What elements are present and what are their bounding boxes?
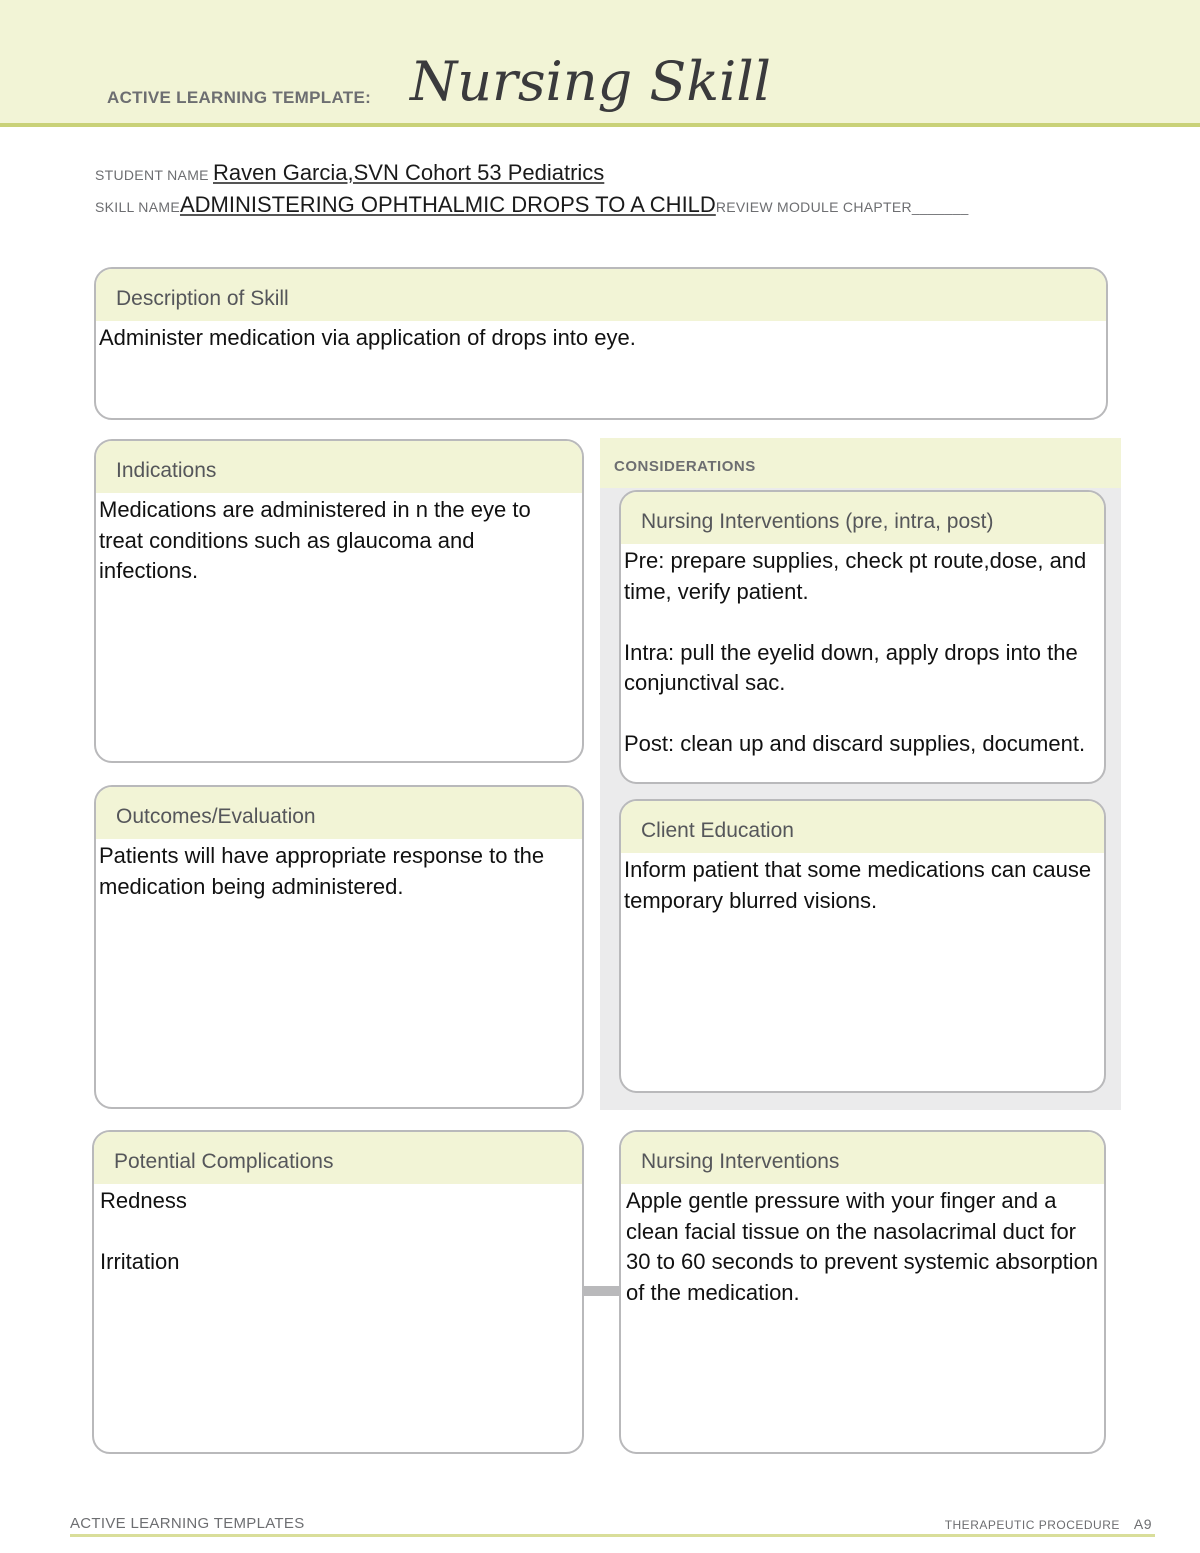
description-body: Administer medication via application of drops into eye.: [99, 325, 636, 350]
outcomes-body: Patients will have appropriate response to the medication being administered.: [99, 843, 545, 899]
potential-complications-box: [92, 1130, 584, 1454]
indications-box: [94, 439, 584, 763]
client-education-title: Client Education: [621, 801, 1104, 853]
outcomes-title: Outcomes/Evaluation: [96, 787, 582, 839]
indications-body: Medications are administered in n the eye to treat conditions such as glaucoma and infections.: [99, 497, 531, 583]
nursing-interventions-box: [619, 1130, 1106, 1454]
header-rule: [0, 123, 1200, 127]
skill-name-value: ADMINISTERING OPHTHALMIC DROPS TO A CHILD: [179, 192, 716, 217]
outcomes-box: [94, 785, 584, 1109]
footer-left-label: ACTIVE LEARNING TEMPLATES: [70, 1515, 305, 1532]
page-number: A9: [1133, 1516, 1152, 1532]
student-name-value: Raven Garcia,SVN Cohort 53 Pediatrics: [213, 160, 605, 185]
page-title: Nursing Skill: [410, 50, 771, 113]
indications-title: Indications: [96, 441, 582, 493]
nursing-interventions-body: Apple gentle pressure with your finger and a clean facial tissue on the nasolacrimal duct for 30 to 60 seconds to prevent systemic absorption of the medication.: [626, 1188, 1099, 1305]
nursing-interventions-ppp-box: [619, 490, 1106, 784]
template-label: ACTIVE LEARNING TEMPLATE:: [107, 88, 372, 107]
nursing-interventions-title: Nursing Interventions: [621, 1132, 1104, 1184]
nursing-interventions-ppp-body: Pre: prepare supplies, check pt route,dose, and time, verify patient. Intra: pull the eyelid down, apply drops into the conjunctival sac. Post: clean up and discard supplies, document.: [624, 548, 1087, 756]
considerations-label: CONSIDERATIONS: [614, 458, 756, 475]
footer-rule: [70, 1534, 1155, 1537]
skill-name-label: SKILL NAME: [95, 199, 180, 215]
review-module-blank: _______: [911, 199, 969, 215]
section-connector: [583, 1286, 620, 1296]
review-module-label: REVIEW MODULE CHAPTER: [715, 199, 912, 215]
nursing-interventions-ppp-title: Nursing Interventions (pre, intra, post): [621, 492, 1104, 544]
footer-right: [945, 1516, 1152, 1532]
description-title: Description of Skill: [96, 269, 1106, 321]
potential-complications-title: Potential Complications: [94, 1132, 582, 1184]
potential-complications-body: Redness Irritation: [100, 1188, 187, 1274]
student-name-label: STUDENT NAME: [95, 167, 209, 183]
skill-name-line: [95, 192, 969, 218]
client-education-box: [619, 799, 1106, 1093]
description-box: [94, 267, 1108, 420]
footer-right-label: THERAPEUTIC PROCEDURE: [944, 1518, 1120, 1532]
client-education-body: Inform patient that some medications can cause temporary blurred visions.: [624, 857, 1092, 913]
student-name-line: [95, 160, 604, 186]
